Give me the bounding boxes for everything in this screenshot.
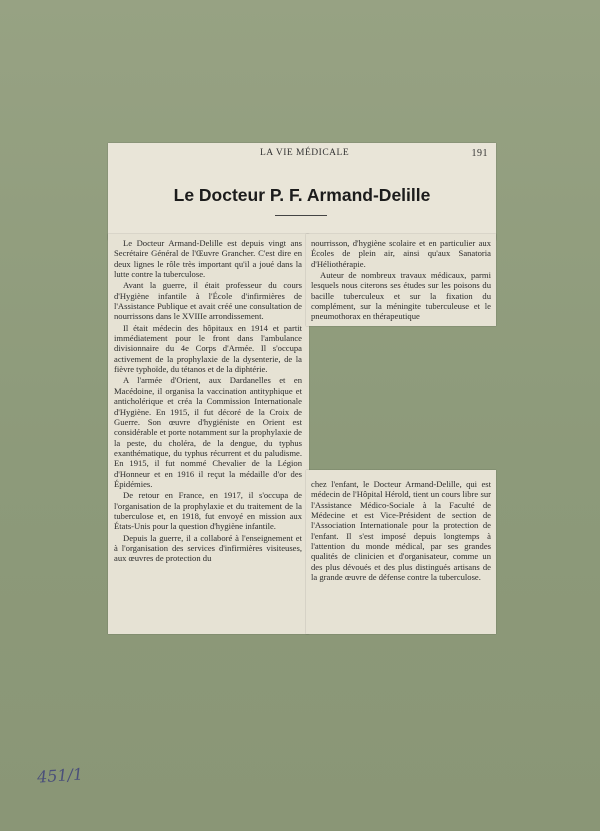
clipping-right-top	[306, 234, 496, 326]
paragraph: Avant la guerre, il était professeur du cours d'Hygiène infantile à l'École d'infirmières de l'Assistance Publique et avait créé une consultation de nourrissons dans le XVIIIe arrondissement.	[114, 280, 302, 322]
paragraph: A l'armée d'Orient, aux Dardanelles et en Macédoine, il organisa la vaccination antityphique et anticholérique et créa la Commission Internationale d'Hygiène. En 1915, il fut décoré de la Croix de Guerre. Son œuvre d'hygiéniste en Orient est considérable et porte notamment sur la prophylaxie de la peste, du choléra, de la dengue, du typhus exanthématique, du typhus récurrent et du paludisme. En 1915, il fut nommé Chevalier de la Légion d'Honneur et en 1916 il reçut la médaille d'or des Épidémies.	[114, 375, 302, 489]
paragraph: Il était médecin des hôpitaux en 1914 et partit immédiatement pour le front dans l'ambulance divisionnaire du 4e Corps d'Armée. Il s'occupa activement de la prophylaxie de la dysenterie, de la fièvre typhoïde, du tétanos et de la diphtérie.	[114, 322, 302, 375]
clipping-header	[108, 143, 496, 240]
paragraph: Depuis la guerre, il a collaboré à l'enseignement et à l'organisation des services d'infirmières visiteuses, aux œuvres de protection du	[114, 532, 302, 564]
handwritten-annotation: 451/1	[36, 764, 84, 787]
article-column-right-bottom	[311, 479, 491, 583]
paragraph: De retour en France, en 1917, il s'occupa de l'organisation de la prophylaxie et du traitement de la tuberculose et, en 1918, fut envoyé en mission aux États-Unis pour la question d'hygiène infantile.	[114, 490, 302, 532]
clipping-right-bottom	[306, 470, 496, 634]
running-head	[108, 148, 496, 162]
paragraph: Auteur de nombreux travaux médicaux, parmi lesquels nous citerons ses études sur les poisons du bacille tuberculeux et sur la fixation du complément, sur la méningite tuberculeuse et le pneumothorax en thérapeutique	[311, 270, 491, 322]
clipping-left-column	[108, 234, 309, 634]
article-title: Le Docteur P. F. Armand-Delille	[173, 185, 431, 205]
page-number: 191	[471, 148, 488, 159]
paragraph: chez l'enfant, le Docteur Armand-Delille, qui est médecin de l'Hôpital Hérold, tient un cours libre sur l'Assistance Médico-Sociale à la Faculté de Médecine et est Vice-Président de section de l'Association Internationale pour la protection de l'enfant. Il s'est imposé depuis longtemps à l'attention du monde médical, par ses grandes qualités de clinicien et d'organisateur, comme un des plus dévoués et des plus distingués artisans de la grande œuvre de défense contre la tuberculose.	[311, 479, 491, 583]
paragraph: nourrisson, d'hygiène scolaire et en particulier aux Écoles de plein air, ainsi qu'aux Sanatoria d'Héliothérapie.	[311, 238, 491, 269]
title-divider	[275, 215, 327, 216]
article-column-left	[114, 238, 302, 565]
running-title: LA VIE MÉDICALE	[260, 148, 350, 158]
article-column-right-top	[311, 238, 491, 323]
paragraph: Le Docteur Armand-Delille est depuis vingt ans Secrétaire Général de l'Œuvre Grancher. C'est dire en deux lignes le rôle très important qu'il a joué dans la lutte contre la tuberculose.	[114, 238, 302, 280]
